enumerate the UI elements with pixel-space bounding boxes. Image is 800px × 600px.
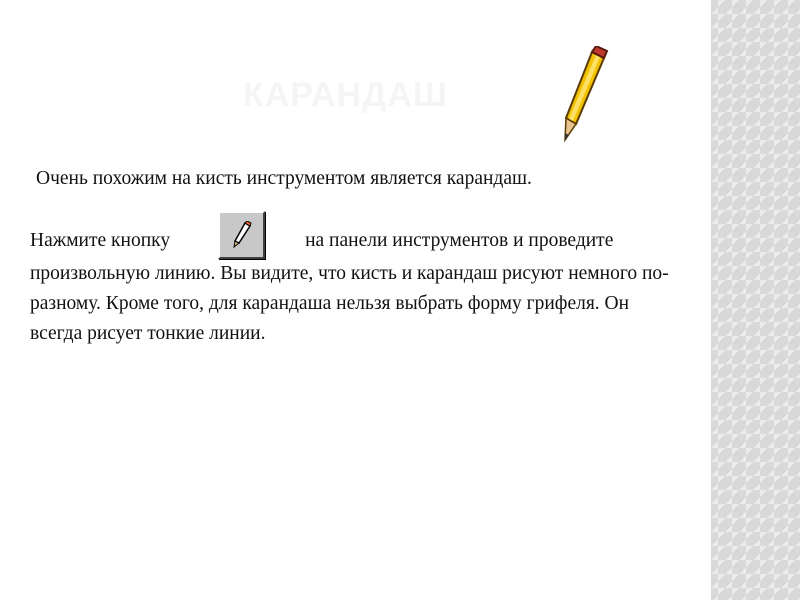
paragraph-intro: Очень похожим на кисть инструментом является карандаш. xyxy=(36,168,532,189)
slide-title: КАРАНДАШ xyxy=(243,76,449,114)
instruction-text-after: на панели инструментов и проведите произвольную линию. Вы видите, что кисть и карандаш рисуют немного по-разному. Кроме того, для карандаша нельзя выбрать форму грифеля. Он всегда рисует тонкие линии. xyxy=(30,229,669,344)
paragraph-spacer xyxy=(30,194,680,224)
pencil-icon xyxy=(556,46,612,146)
pencil-icon xyxy=(231,221,253,249)
decorative-side-band xyxy=(711,0,800,600)
paragraph-instructions xyxy=(30,224,680,349)
instruction-text-before: Нажмите кнопку xyxy=(30,229,171,251)
pencil-tool-button[interactable] xyxy=(218,211,265,259)
slide-body xyxy=(30,164,680,349)
